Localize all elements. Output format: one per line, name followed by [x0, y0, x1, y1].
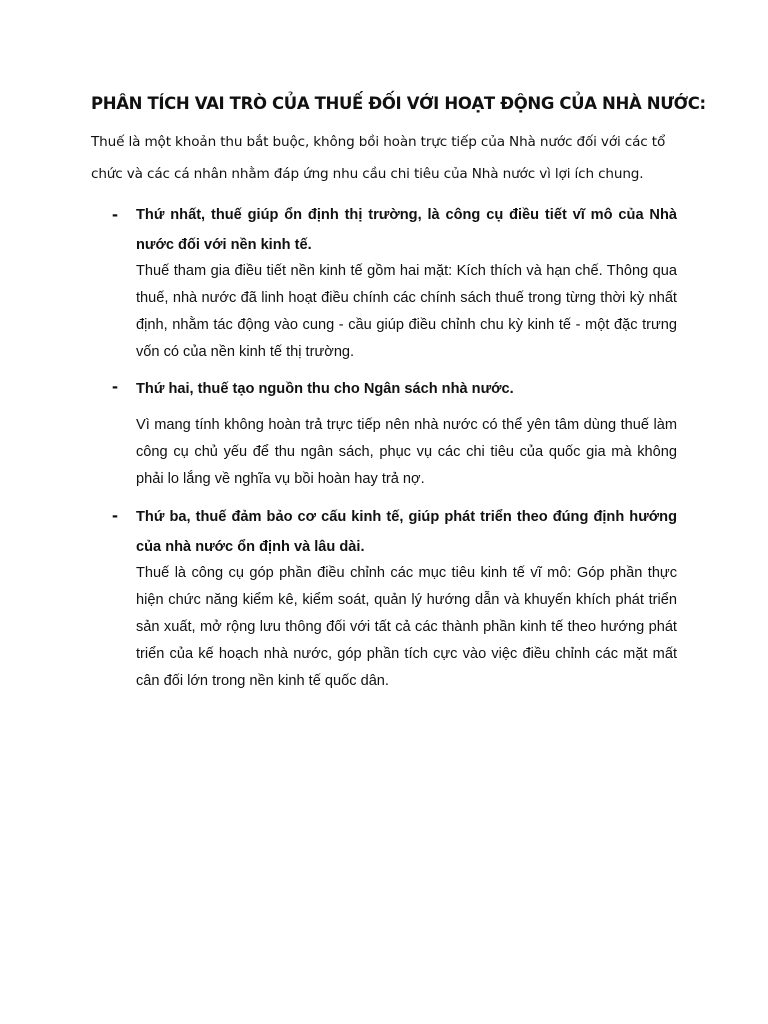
section-2-body: Vì mang tính không hoàn trả trực tiếp nên nhà nước có thể yên tâm dùng thuế làm công cụ chủ yếu để thu ngân sách, phục vụ các chi tiêu của quốc gia mà không phải lo lắng về nghĩa vụ bồi hoàn hay trả nợ. — [136, 417, 677, 487]
document-title: PHÂN TÍCH VAI TRÒ CỦA THUẾ ĐỐI VỚI HOẠT ĐỘNG CỦA NHÀ NƯỚC: — [91, 94, 706, 113]
section-1-heading: Thứ nhất, thuế giúp ổn định thị trường, là công cụ điều tiết vĩ mô của Nhà nước đối với nền kinh tế. — [136, 207, 677, 253]
section-2-heading: Thứ hai, thuế tạo nguồn thu cho Ngân sách nhà nước. — [136, 381, 514, 397]
bullet-dash: - — [112, 204, 118, 224]
section-3-heading: Thứ ba, thuế đảm bảo cơ cấu kinh tế, giúp phát triển theo đúng định hướng của nhà nước ổn định và lâu dài. — [136, 509, 677, 555]
bullet-dash: - — [112, 376, 118, 396]
section-1-body: Thuế tham gia điều tiết nền kinh tế gồm hai mặt: Kích thích và hạn chế. Thông qua thuế, nhà nước đã linh hoạt điều chính các chính sách thuế trong từng thời kỳ nhất định, nhằm tác động vào cung - cầu giúp điều chỉnh chu kỳ kinh tế - một đặc trưng vốn có của nền kinh tế thị trường. — [136, 263, 677, 360]
section-3-body: Thuế là công cụ góp phần điều chỉnh các mục tiêu kinh tế vĩ mô: Góp phần thực hiện chức năng kiểm kê, kiểm soát, quản lý hướng dẫn và khuyến khích phát triển sản xuất, mở rộng lưu thông đối với tất cả các thành phần kinh tế theo hướng phát triển của kế hoạch nhà nước, góp phần tích cực vào việc điều chỉnh các mặt mất cân đối lớn trong nền kinh tế quốc dân. — [136, 565, 677, 689]
intro-paragraph: Thuế là một khoản thu bắt buộc, không bồi hoàn trực tiếp của Nhà nước đối với các tổ chức và các cá nhân nhằm đáp ứng nhu cầu chi tiêu của Nhà nước vì lợi ích chung. — [91, 134, 666, 182]
bullet-dash: - — [112, 505, 118, 525]
